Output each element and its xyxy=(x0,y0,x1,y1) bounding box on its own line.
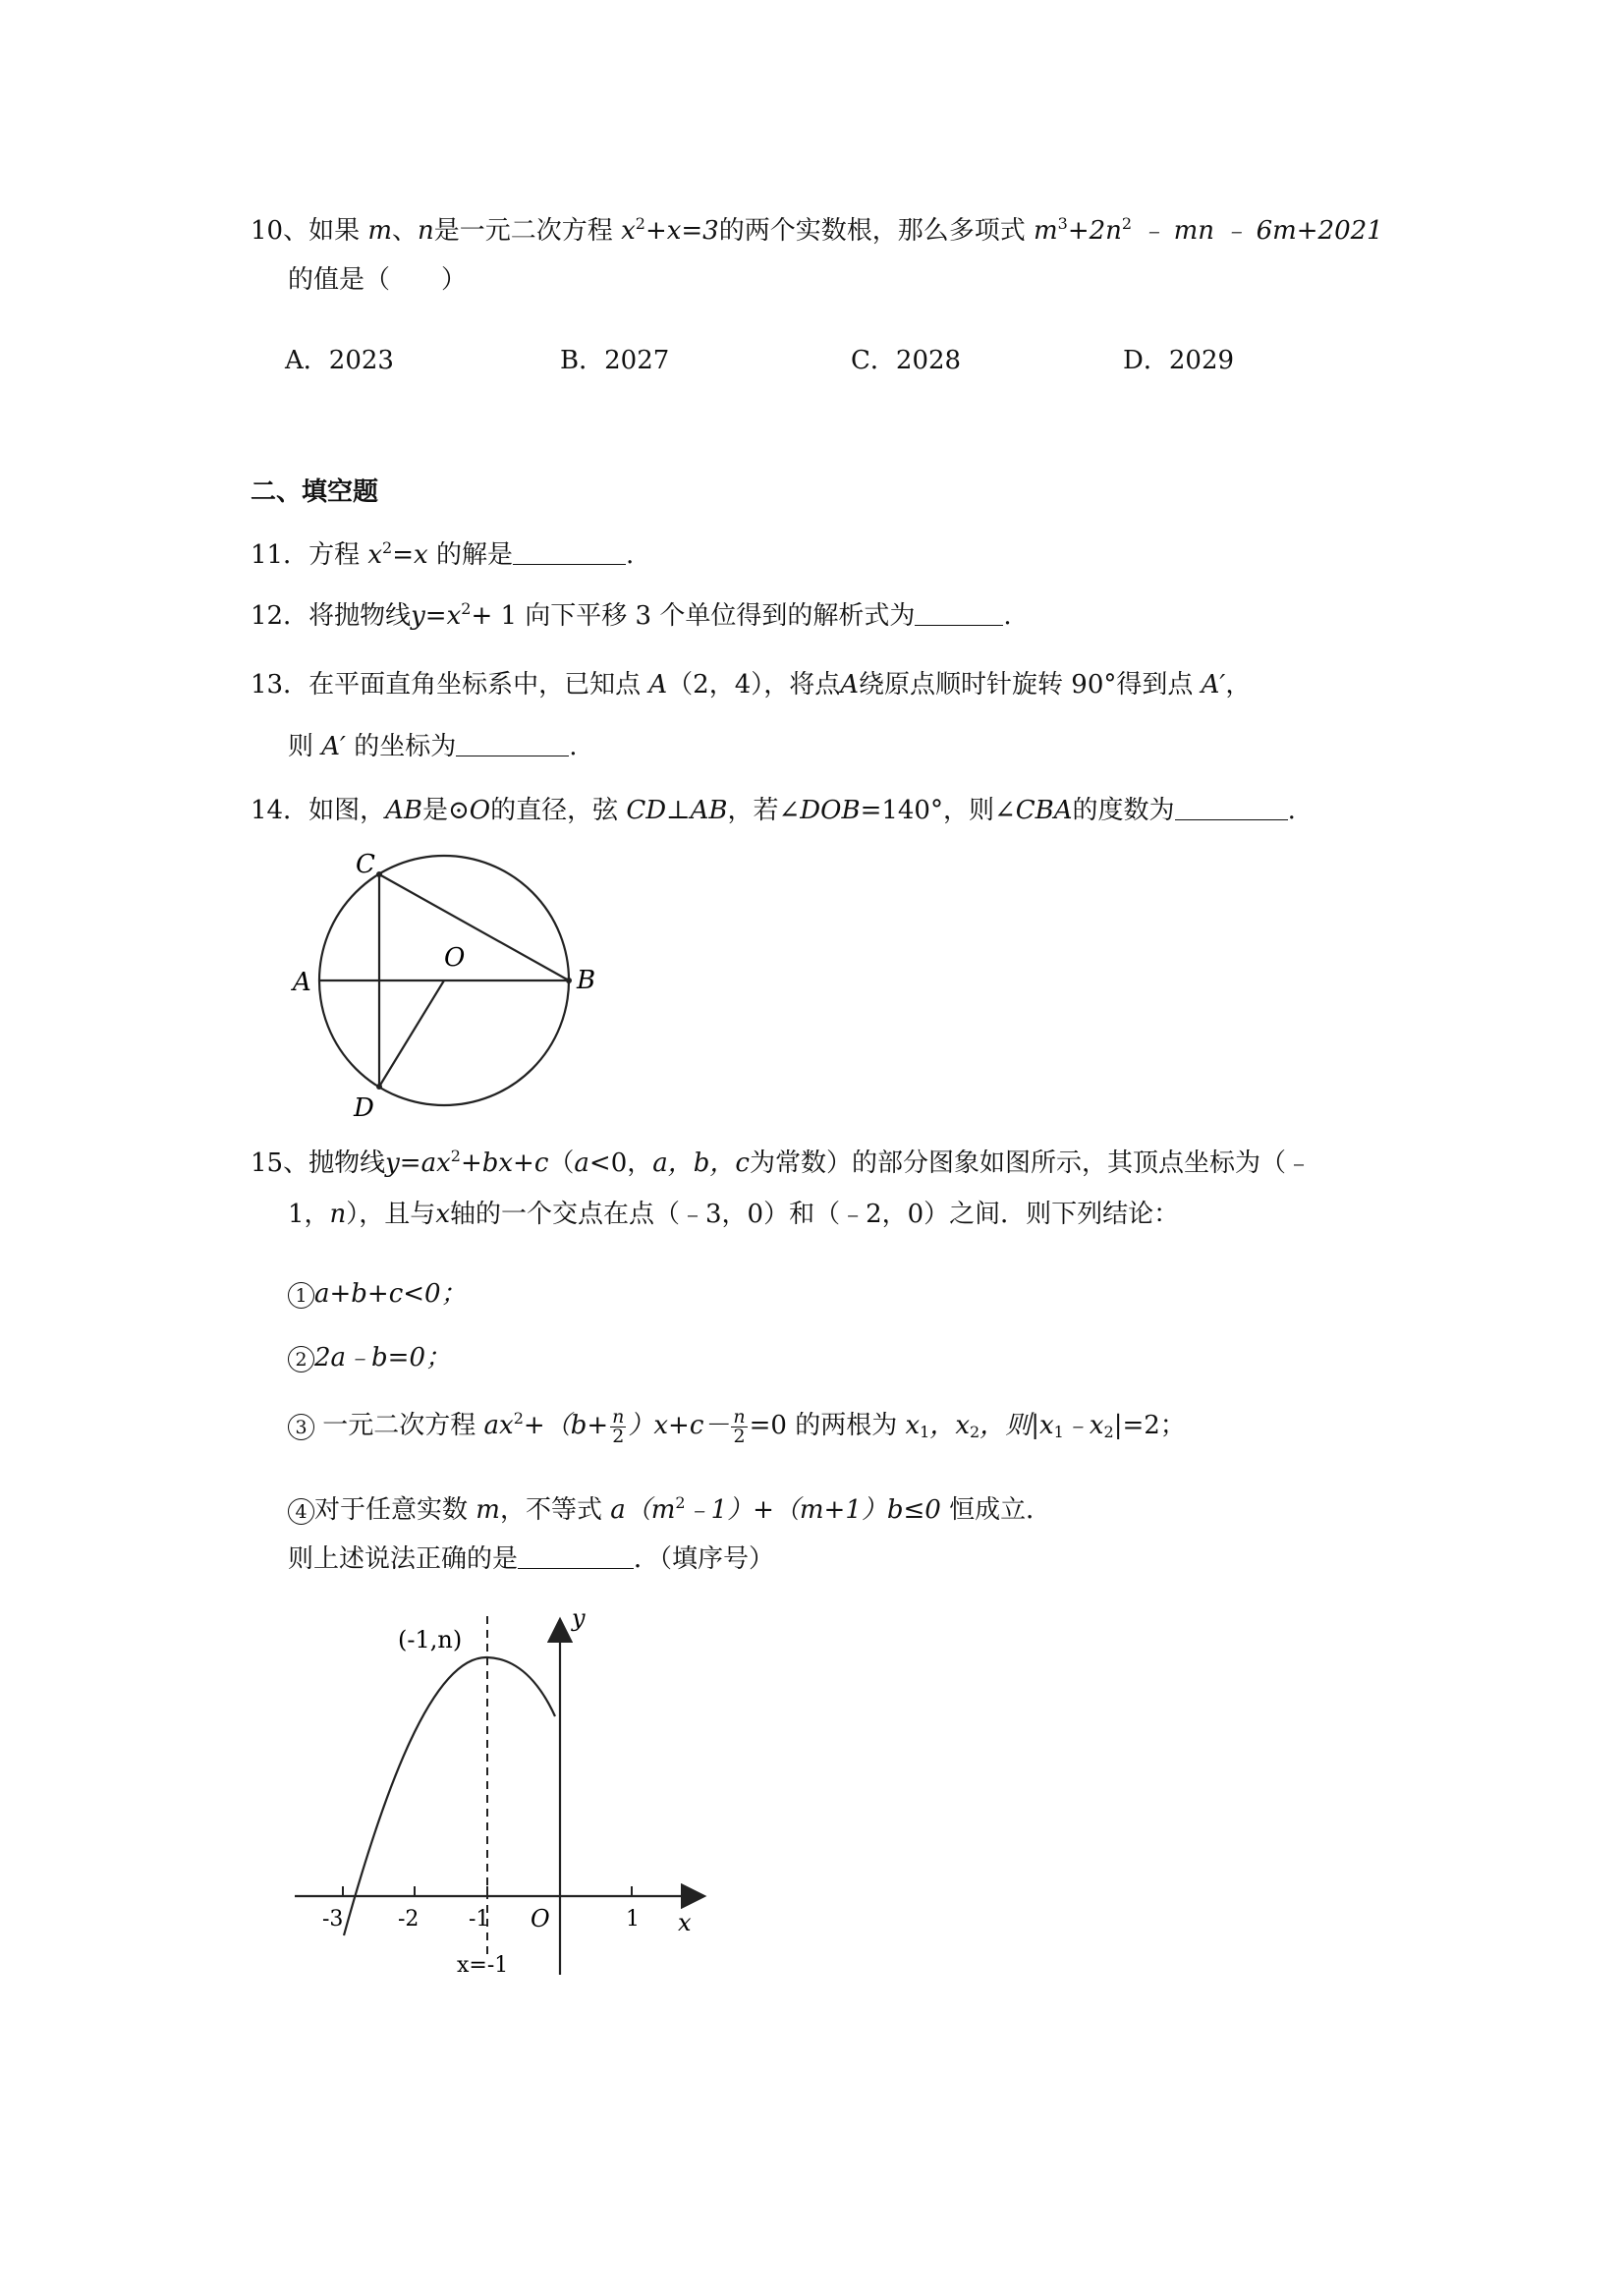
answer-blank[interactable] xyxy=(915,601,1003,626)
q14-number: 14． xyxy=(251,796,309,825)
cd-perp-ab: CD⊥AB xyxy=(626,796,728,825)
q14-line xyxy=(251,794,1296,827)
segment-cb xyxy=(379,874,569,980)
q10-option-c[interactable] xyxy=(851,344,961,377)
ask-text: 则上述说法正确的是 xyxy=(288,1544,519,1574)
point-a-prime: A′ xyxy=(1201,670,1226,700)
ask-text: ．（填序号） xyxy=(634,1544,775,1574)
statement-text: =0 的两根为 xyxy=(749,1411,898,1440)
sep: 、 xyxy=(392,216,419,246)
q10-line1 xyxy=(251,214,1383,248)
point-a-prime: A′ xyxy=(321,732,346,761)
statement-text: 2a﹣b=0； xyxy=(314,1343,452,1372)
q15-statement-4 xyxy=(288,1493,1051,1527)
option-label: B． xyxy=(560,346,605,375)
var-ab: AB xyxy=(385,796,422,825)
period: . xyxy=(1287,796,1296,825)
q15-text: 抛物线 xyxy=(308,1148,386,1178)
eq: +bx+c xyxy=(460,1148,549,1178)
tick-label-1: 1 xyxy=(626,1907,640,1932)
frac-den: 2 xyxy=(733,1425,746,1447)
paren: （ xyxy=(548,1148,575,1178)
var-m: m xyxy=(476,1495,500,1525)
q13-line2 xyxy=(288,730,578,763)
sub: 2 xyxy=(1103,1423,1114,1441)
q15-line2 xyxy=(288,1198,1179,1231)
ineq: a（m xyxy=(610,1495,676,1525)
circled-number: 3 xyxy=(288,1414,314,1440)
q10-text: 如果 xyxy=(308,216,361,246)
label-o: O xyxy=(444,943,466,973)
root: x xyxy=(905,1411,921,1440)
q12-text: 将抛物线 xyxy=(308,601,412,631)
root: ，x xyxy=(929,1411,971,1440)
q10-option-b[interactable] xyxy=(560,344,669,377)
eq: =x xyxy=(392,540,428,570)
point-b-dot xyxy=(566,978,572,983)
eq: y=ax xyxy=(385,1148,451,1178)
var-x: x xyxy=(435,1200,450,1229)
q11-text: 方程 xyxy=(308,540,361,570)
q14-circle-figure xyxy=(285,853,619,1138)
sup: 2 xyxy=(635,214,645,233)
circled-number: 4 xyxy=(288,1498,314,1525)
frac-den: 2 xyxy=(612,1425,625,1447)
frac-num: n xyxy=(733,1405,746,1428)
q10-option-a[interactable] xyxy=(285,344,394,377)
q10-line2: 的值是（ ） xyxy=(288,265,468,295)
circled-number: 2 xyxy=(288,1346,314,1372)
point-c-dot xyxy=(376,871,382,877)
answer-blank[interactable] xyxy=(518,1544,634,1569)
point-d-dot xyxy=(376,1084,382,1090)
q13-text: （2，4），将点 xyxy=(667,670,841,700)
q10-text: 的两个实数根，那么多项式 xyxy=(718,216,1026,246)
q15-text: 轴的一个交点在点（﹣3，0）和（﹣2，0）之间．则下列结论： xyxy=(449,1200,1180,1229)
q15-text: <0， xyxy=(588,1148,653,1178)
q14-text: 的度数为 xyxy=(1072,796,1175,825)
answer-blank[interactable] xyxy=(456,732,569,756)
q10-number: 10、 xyxy=(251,216,309,246)
label-b: B xyxy=(577,966,596,995)
option-label: A． xyxy=(285,346,329,375)
sup: 2 xyxy=(450,1147,461,1165)
option-value: 2028 xyxy=(895,346,962,375)
vars: a，b，c xyxy=(652,1148,750,1178)
circled-number: 1 xyxy=(288,1282,314,1309)
statement-text: ，不等式 xyxy=(499,1495,602,1525)
sup: 3 xyxy=(1057,214,1068,233)
q15-number: 15、 xyxy=(251,1148,309,1178)
tick-label-minus2: -2 xyxy=(398,1907,420,1932)
sup: 2 xyxy=(382,538,393,557)
q15-line1 xyxy=(251,1147,1312,1180)
y-axis-label: y xyxy=(572,1606,586,1632)
var-a: a xyxy=(574,1148,589,1178)
statement-text: 恒成立． xyxy=(949,1495,1052,1525)
answer-blank[interactable] xyxy=(513,540,626,565)
sup: 2 xyxy=(675,1493,686,1512)
var-o: O xyxy=(469,796,491,825)
tick-label-minus1: -1 xyxy=(469,1907,490,1932)
q14-text: 的直径，弦 xyxy=(490,796,619,825)
q14-text: =140°，则∠ xyxy=(860,796,1016,825)
sub: 1 xyxy=(1053,1423,1064,1441)
poly: +2n xyxy=(1067,216,1122,246)
option-label: D． xyxy=(1123,346,1169,375)
comma: ， xyxy=(1225,670,1252,700)
sup: 2 xyxy=(1121,214,1133,233)
eq: y=x xyxy=(411,601,462,631)
q15-ask xyxy=(288,1542,774,1576)
q15-parabola-graph xyxy=(285,1606,717,1989)
period: . xyxy=(569,732,578,761)
q15-text: 为常数）的部分图象如图所示，其顶点坐标为（﹣ xyxy=(749,1148,1312,1178)
ineq: ﹣1）+（m+1）b≤0 xyxy=(685,1495,941,1525)
eq: ax xyxy=(483,1411,514,1440)
option-value: 2029 xyxy=(1168,346,1235,375)
q14-text: 如图， xyxy=(308,796,386,825)
q13-text: 在平面直角坐标系中，已知点 xyxy=(308,670,642,700)
q13-line1 xyxy=(251,668,1251,701)
vertex-label: (-1,n) xyxy=(398,1626,463,1653)
q15-text: ），且与 xyxy=(346,1200,436,1229)
eq: x xyxy=(367,540,383,570)
var-n: n xyxy=(329,1200,347,1229)
segment-od xyxy=(379,980,444,1087)
poly: m xyxy=(1034,216,1058,246)
q15-statement-3 xyxy=(288,1401,1186,1450)
abs: ﹣x xyxy=(1063,1411,1104,1440)
option-value: 2023 xyxy=(328,346,394,375)
var-m: m xyxy=(367,216,393,246)
abs: |=2； xyxy=(1113,1411,1186,1440)
eq: + 1 xyxy=(471,601,518,631)
statement-text: a+b+c<0； xyxy=(314,1279,467,1309)
period: . xyxy=(625,540,635,570)
q12-number: 12． xyxy=(251,601,309,631)
q11-number: 11． xyxy=(251,540,309,570)
fraction-n-over-2 xyxy=(610,1405,626,1447)
q13-number: 13． xyxy=(251,670,309,700)
period: . xyxy=(1003,601,1012,631)
q12-text: 向下平移 3 个单位得到的解析式为 xyxy=(525,601,916,631)
parabola-curve xyxy=(344,1657,555,1935)
q15-statement-1 xyxy=(288,1277,467,1311)
symmetry-axis-label: x=-1 xyxy=(457,1953,509,1978)
section-heading: 二、填空题 xyxy=(251,477,379,507)
sub: 2 xyxy=(970,1423,980,1441)
answer-blank[interactable] xyxy=(1175,796,1288,820)
q11-line xyxy=(251,538,634,572)
fraction-n-over-2 xyxy=(731,1405,747,1447)
q10-option-d[interactable] xyxy=(1123,344,1234,377)
statement-text: 对于任意实数 xyxy=(314,1495,469,1525)
label-c: C xyxy=(356,853,375,879)
label-d: D xyxy=(354,1093,374,1123)
q13-text: 绕原点顺时针旋转 90°得到点 xyxy=(859,670,1194,700)
option-label: C． xyxy=(851,346,896,375)
eq: ）x+c－ xyxy=(628,1411,730,1440)
angle-cba: CBA xyxy=(1015,796,1073,825)
q14-text: ，若∠ xyxy=(727,796,801,825)
x-axis-label: x xyxy=(678,1909,692,1936)
var-n: n xyxy=(418,216,434,246)
statement-text: 一元二次方程 xyxy=(322,1411,476,1440)
eq: x xyxy=(621,216,636,246)
eq: +x=3 xyxy=(644,216,719,246)
sup: 2 xyxy=(461,599,472,618)
eq: +（b+ xyxy=(523,1411,609,1440)
q13-text: 的坐标为 xyxy=(354,732,457,761)
q10-text: 是一元二次方程 xyxy=(433,216,613,246)
label-a: A xyxy=(293,968,311,997)
q13-text: 则 xyxy=(288,732,314,761)
q15-text: 1， xyxy=(288,1200,330,1229)
option-value: 2027 xyxy=(604,346,670,375)
tick-label-minus3: -3 xyxy=(322,1907,344,1932)
q14-text: 是⊙ xyxy=(422,796,470,825)
point-a: A xyxy=(840,670,860,700)
q12-line xyxy=(251,599,1012,633)
abs: ，则|x xyxy=(979,1411,1054,1440)
angle-dob: DOB xyxy=(800,796,861,825)
sub: 1 xyxy=(920,1423,930,1441)
origin-label: O xyxy=(531,1905,550,1932)
q15-statement-2 xyxy=(288,1341,451,1374)
frac-num: n xyxy=(612,1405,625,1428)
point-a: A xyxy=(648,670,668,700)
poly: ﹣ mn ﹣ 6m+2021 xyxy=(1132,216,1383,246)
sup: 2 xyxy=(513,1409,524,1428)
q11-text: 的解是 xyxy=(435,540,513,570)
